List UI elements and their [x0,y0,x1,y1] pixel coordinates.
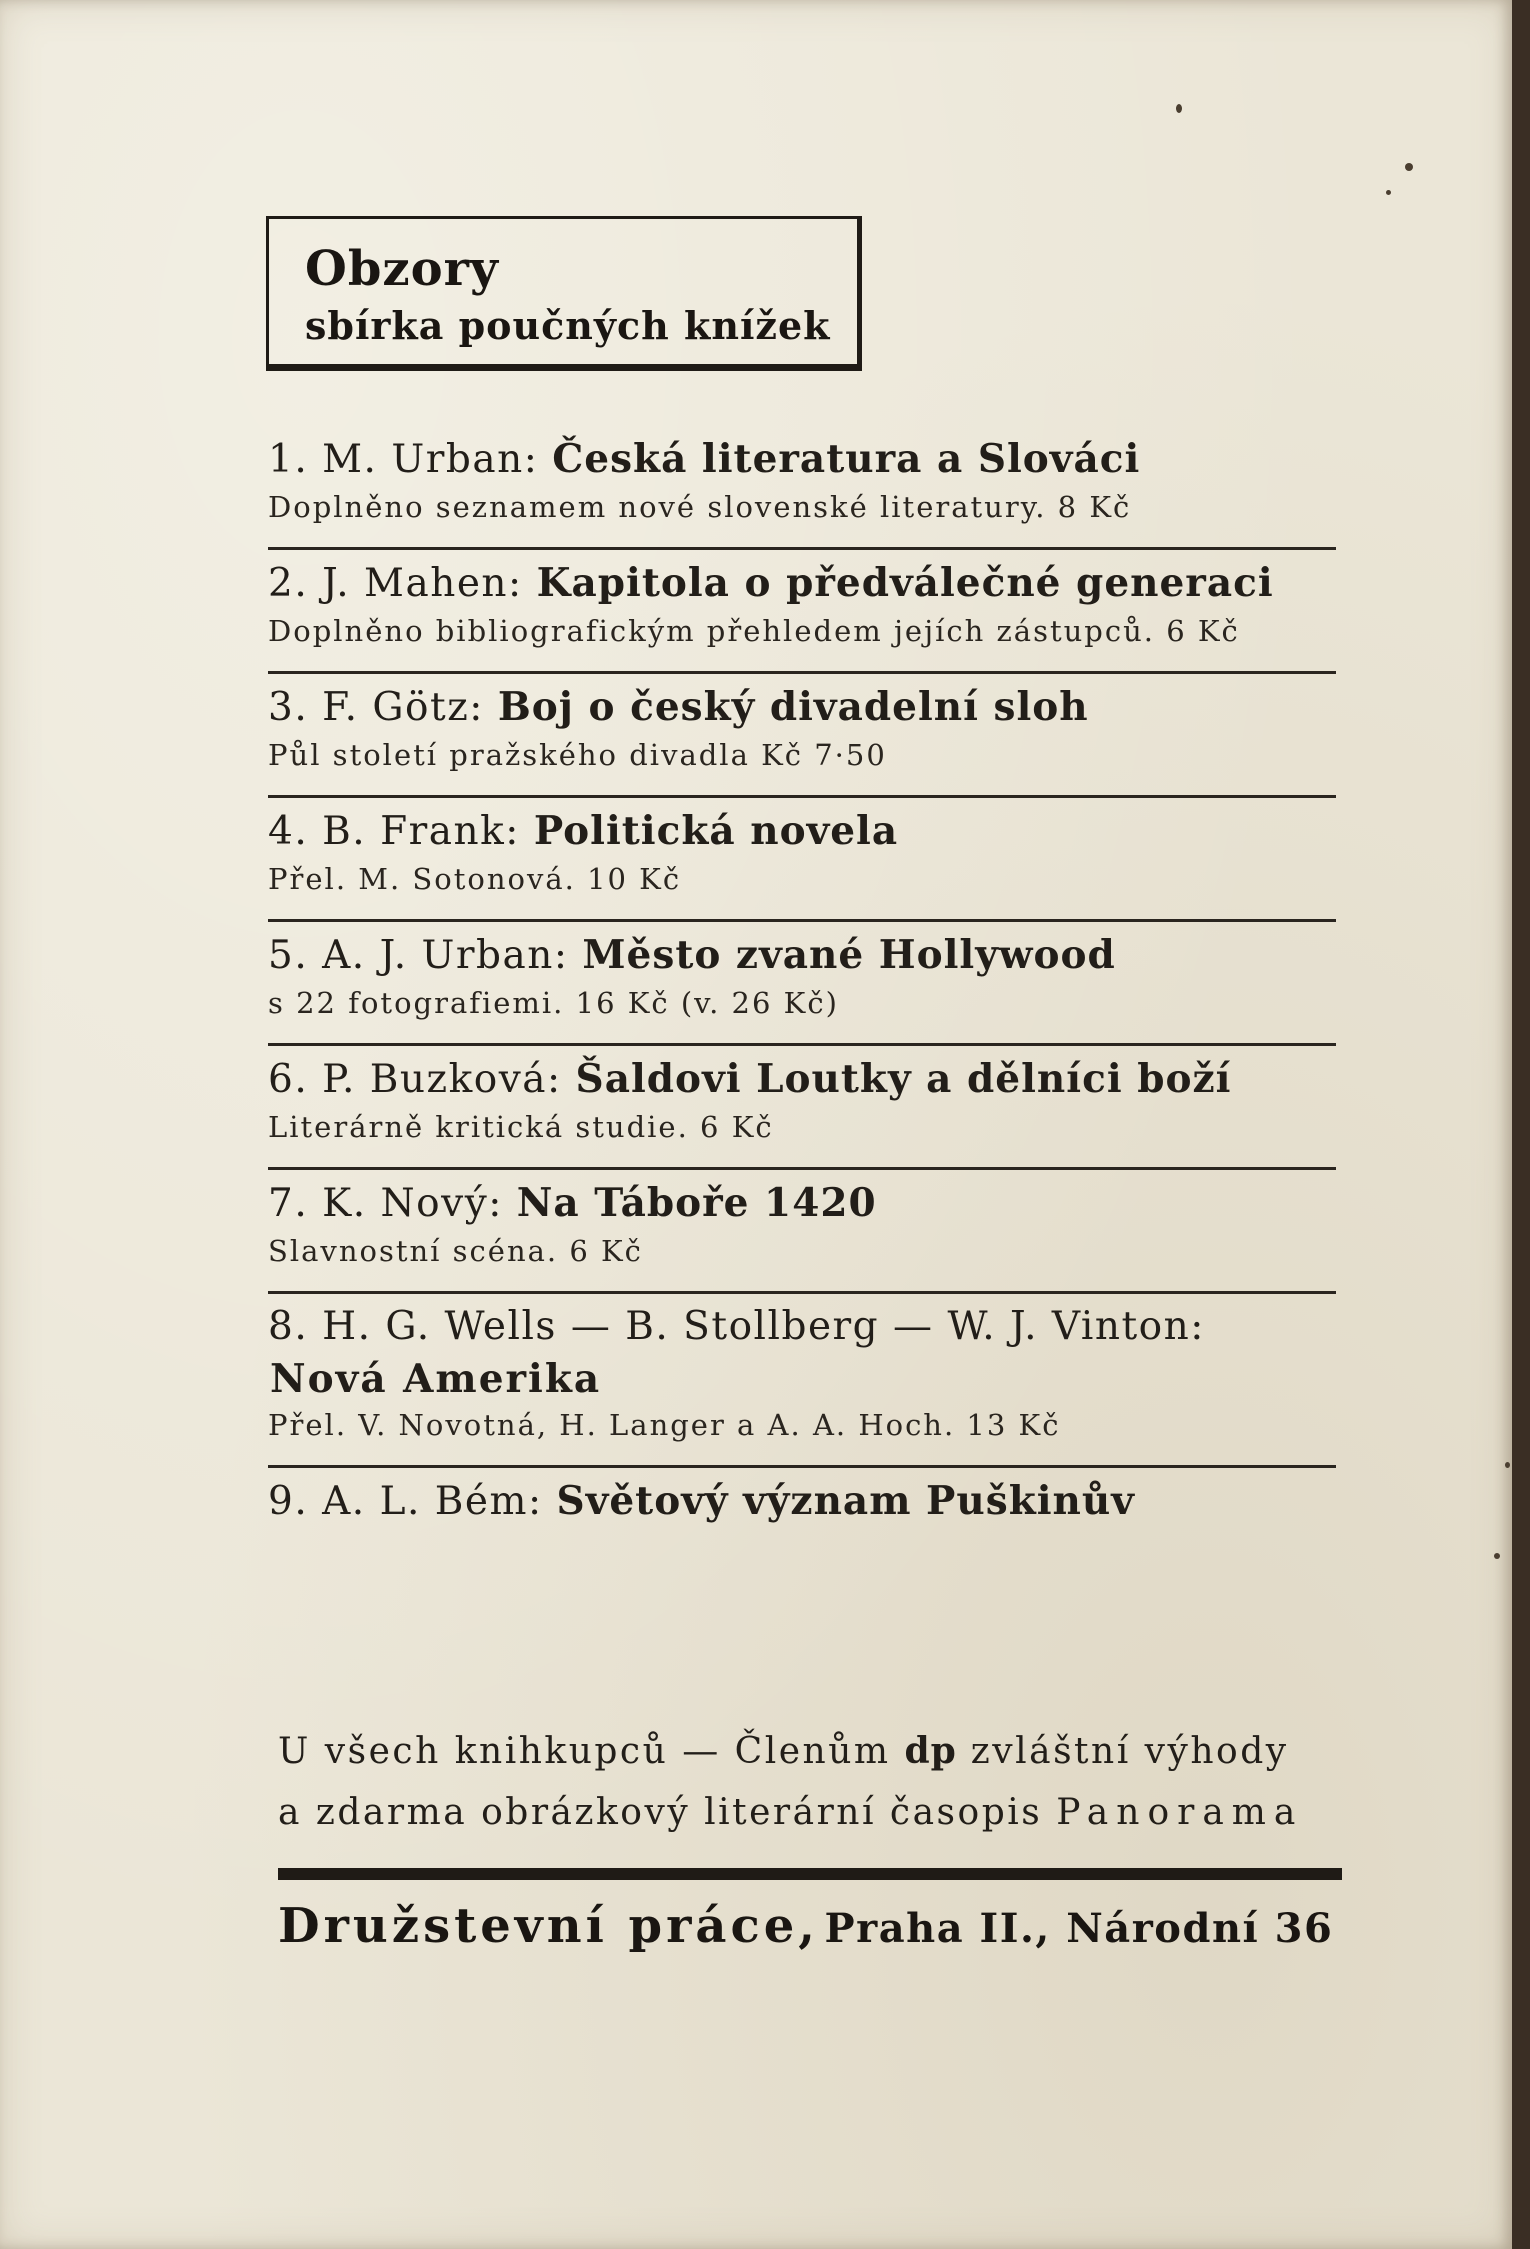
book-note: Doplněno bibliografickým přehledem jejích zástupců. 6 Kč [268,614,1240,648]
book-author: K. Nový: [322,1181,503,1226]
availability-text-end: zvláštní výhody [970,1731,1289,1772]
book-title: Světový význam Puškinův [556,1478,1135,1524]
series-title: Obzory [305,241,499,297]
list-item [268,678,1336,802]
book-note: Doplněno seznamem nové slovenské literatury. 8 Kč [268,490,1132,524]
divider [268,1291,1336,1294]
book-title: Město zvané Hollywood [582,932,1116,978]
book-note: Přel. M. Sotonová. 10 Kč [268,862,682,896]
book-number: 9. [268,1479,309,1524]
divider [268,1465,1336,1468]
book-number: 5. [268,933,309,978]
book-author: M. Urban: [322,437,539,482]
book-author: F. Götz: [322,685,484,730]
paper-speck [1176,104,1182,113]
book-title: Na Táboře 1420 [516,1180,877,1226]
list-item [268,802,1336,926]
book-number: 7. [268,1181,309,1226]
book-note: Literárně kritická studie. 6 Kč [268,1110,774,1144]
paper-speck [1494,1553,1500,1559]
series-subtitle: sbírka poučných knížek [305,303,831,348]
magazine-line [278,1792,1342,1854]
paper-speck [1505,1462,1510,1468]
book-number: 4. [268,809,309,854]
publisher-name: Družstevní práce, [278,1898,819,1954]
book-title: Politická novela [533,808,899,854]
availability-text: U všech knihkupců — Členům [278,1731,891,1772]
publisher-brand: dp [904,1730,957,1772]
magazine-text: a zdarma obrázkový literární časopis [278,1792,1043,1833]
list-item [268,1472,1336,1596]
book-title: Šaldovi Loutky a dělníci boží [575,1056,1232,1102]
paper-speck [1405,163,1413,171]
book-number: 8. [268,1304,309,1349]
book-note: Přel. V. Novotná, H. Langer a A. A. Hoch. 13 Kč [268,1408,1061,1442]
divider [268,1167,1336,1170]
list-item [268,1050,1336,1174]
availability-line [278,1730,1342,1792]
book-number: 3. [268,685,309,730]
book-author: J. Mahen: [322,561,523,606]
series-header-box [266,216,862,371]
book-list [268,430,1336,1596]
book-author: P. Buzková: [322,1057,562,1102]
book-author: H. G. Wells — B. Stollberg — W. J. Vinton: [322,1304,1205,1349]
divider [268,1043,1336,1046]
book-number: 1. [268,437,309,482]
book-title: Nová Amerika [270,1356,602,1402]
book-title: Boj o český divadelní sloh [497,684,1089,730]
footer [278,1730,1342,1954]
divider [268,547,1336,550]
book-author: A. J. Urban: [322,933,569,978]
book-title: Česká literatura a Slováci [552,436,1141,482]
book-number: 6. [268,1057,309,1102]
book-note: Slavnostní scéna. 6 Kč [268,1234,643,1268]
magazine-name: Panorama [1056,1792,1304,1833]
list-item [268,926,1336,1050]
list-item [268,554,1336,678]
book-title: Kapitola o předválečné generaci [536,560,1274,606]
list-item [268,1298,1336,1472]
book-number: 2. [268,561,309,606]
book-author: A. L. Bém: [322,1479,543,1524]
book-author: B. Frank: [322,809,520,854]
publisher-address: Praha II., Národní 36 [824,1905,1334,1952]
divider [268,919,1336,922]
divider [268,671,1336,674]
paper-speck [1386,190,1391,195]
book-note: Půl století pražského divadla Kč 7·50 [268,738,887,772]
list-item [268,430,1336,554]
divider [278,1868,1342,1880]
divider [268,795,1336,798]
book-note: s 22 fotografiemi. 16 Kč (v. 26 Kč) [268,986,839,1020]
publisher-imprint [278,1898,1333,1954]
list-item [268,1174,1336,1298]
